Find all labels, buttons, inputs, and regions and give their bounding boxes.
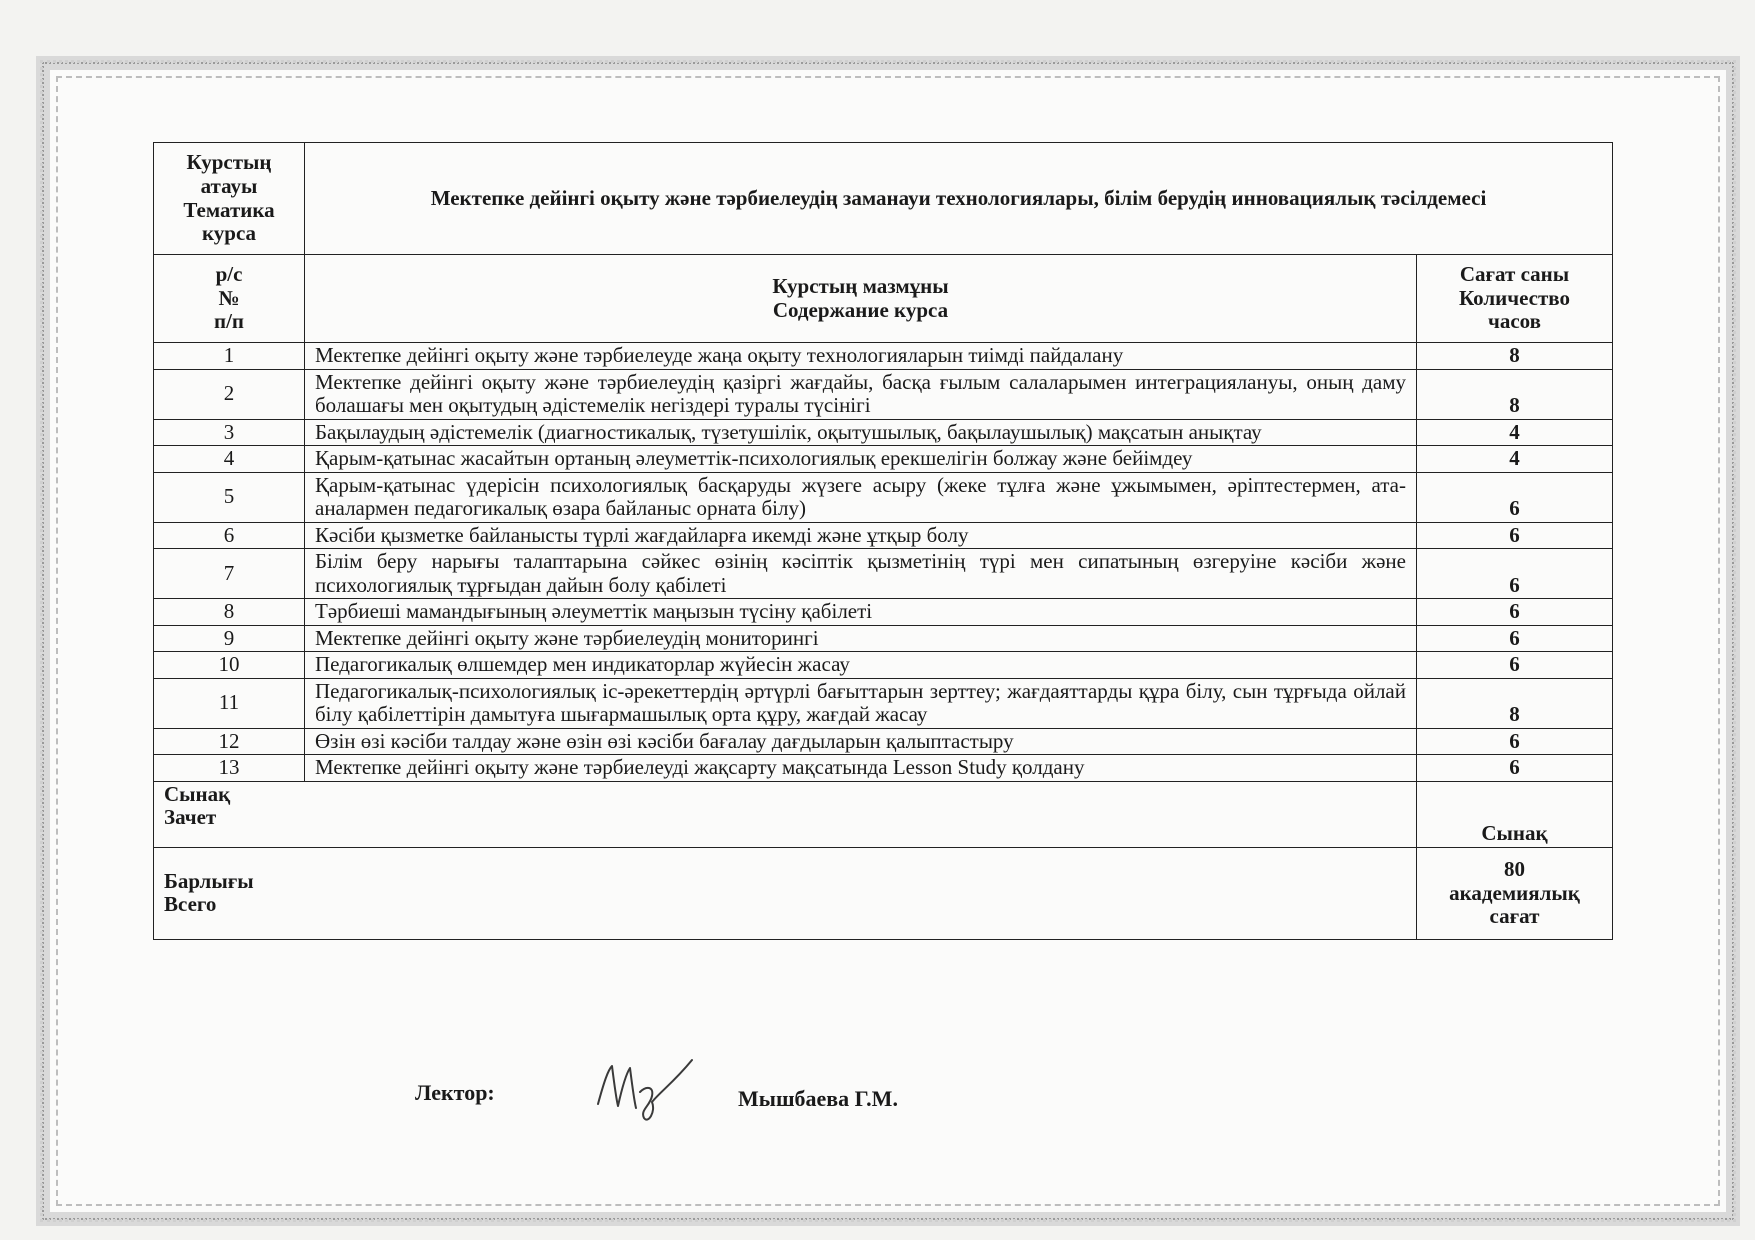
table-row bbox=[154, 625, 1613, 652]
table-row bbox=[154, 472, 1613, 522]
lector-label: Лектор: bbox=[415, 1080, 495, 1105]
table-row bbox=[154, 369, 1613, 419]
row-number: 2 bbox=[154, 369, 305, 419]
row-number: 12 bbox=[154, 728, 305, 755]
table-row bbox=[154, 419, 1613, 446]
row-number: 6 bbox=[154, 522, 305, 549]
row-hours: 8 bbox=[1417, 678, 1613, 728]
course-table bbox=[153, 142, 1613, 940]
row-topic: Қарым-қатынас үдерісін психологиялық басқаруды жүзеге асыру (жеке тұлға және ұжымымен, әріптестермен, ата-аналармен педагогикалық өзара байланыс орната білу) bbox=[305, 472, 1417, 522]
row-topic: Педагогикалық-психологиялық іс-әрекеттердің әртүрлі бағыттарын зерттеу; жағдаяттарды құра білу, сын тұрғыда ойлай білу қабілеттірін дамытуға шығармашылық орта құру, жағдай жасау bbox=[305, 678, 1417, 728]
row-hours: 6 bbox=[1417, 652, 1613, 679]
row-number: 10 bbox=[154, 652, 305, 679]
table-row bbox=[154, 549, 1613, 599]
row-topic: Кәсіби қызметке байланысты түрлі жағдайларға икемді және ұтқыр болу bbox=[305, 522, 1417, 549]
row-hours: 6 bbox=[1417, 522, 1613, 549]
total-label: Барлығы Всего bbox=[154, 847, 1417, 939]
num-column-header: р/с № п/п bbox=[154, 255, 305, 343]
row-hours: 8 bbox=[1417, 343, 1613, 370]
exam-value: Сынақ bbox=[1417, 781, 1613, 847]
row-hours: 6 bbox=[1417, 728, 1613, 755]
row-number: 5 bbox=[154, 472, 305, 522]
table-row bbox=[154, 652, 1613, 679]
row-number: 9 bbox=[154, 625, 305, 652]
row-topic: Мектепке дейінгі оқыту және тәрбиелеудің мониторингі bbox=[305, 625, 1417, 652]
row-topic: Мектепке дейінгі оқыту және тәрбиелеуді жақсарту мақсатында Lesson Study қолдану bbox=[305, 755, 1417, 782]
column-header-row bbox=[154, 255, 1613, 343]
row-number: 11 bbox=[154, 678, 305, 728]
total-value: 80 академиялық сағат bbox=[1417, 847, 1613, 939]
row-number: 13 bbox=[154, 755, 305, 782]
course-title-label: Курстың атауы Тематика курса bbox=[154, 143, 305, 255]
exam-label: Сынақ Зачет bbox=[154, 781, 1417, 847]
signature-block bbox=[0, 1072, 1755, 1132]
row-hours: 8 bbox=[1417, 369, 1613, 419]
row-hours: 6 bbox=[1417, 549, 1613, 599]
row-hours: 6 bbox=[1417, 755, 1613, 782]
row-topic: Бақылаудың әдістемелік (диагностикалық, түзетушілік, оқытушылық, бақылаушылық) мақсатын анықтау bbox=[305, 419, 1417, 446]
row-topic: Мектепке дейінгі оқыту және тәрбиелеудің қазіргі жағдайы, басқа ғылым салаларымен интеграциялануы, оның даму болашағы мен оқытудың әдістемелік негіздері туралы түсінігі bbox=[305, 369, 1417, 419]
row-number: 7 bbox=[154, 549, 305, 599]
row-number: 4 bbox=[154, 446, 305, 473]
row-hours: 4 bbox=[1417, 446, 1613, 473]
row-hours: 6 bbox=[1417, 599, 1613, 626]
row-topic: Мектепке дейінгі оқыту және тәрбиелеуде жаңа оқыту технологияларын тиімді пайдалану bbox=[305, 343, 1417, 370]
course-title: Мектепке дейінгі оқыту және тәрбиелеудің заманауи технологиялары, білім берудің инновациялық тәсілдемесі bbox=[305, 143, 1613, 255]
row-topic: Тәрбиеші мамандығының әлеуметтік маңызын түсіну қабілеті bbox=[305, 599, 1417, 626]
lector-name: Мышбаева Г.М. bbox=[738, 1086, 898, 1111]
row-hours: 6 bbox=[1417, 472, 1613, 522]
course-title-row bbox=[154, 143, 1613, 255]
table-row bbox=[154, 728, 1613, 755]
row-number: 1 bbox=[154, 343, 305, 370]
total-row bbox=[154, 847, 1613, 939]
hours-column-header: Сағат саны Количество часов bbox=[1417, 255, 1613, 343]
row-topic: Қарым-қатынас жасайтын ортаның әлеуметтік-психологиялық ерекшелігін болжау және бейімдеу bbox=[305, 446, 1417, 473]
table-row bbox=[154, 446, 1613, 473]
exam-row bbox=[154, 781, 1613, 847]
content-column-header: Курстың мазмұны Содержание курса bbox=[305, 255, 1417, 343]
row-topic: Білім беру нарығы талаптарына сәйкес өзінің кәсіптік қызметінің түрі мен сипатының өзгеруіне кәсіби және психологиялық тұрғыдан дайын болу қабілеті bbox=[305, 549, 1417, 599]
table-row bbox=[154, 522, 1613, 549]
table-row bbox=[154, 678, 1613, 728]
row-topic: Педагогикалық өлшемдер мен индикаторлар жүйесін жасау bbox=[305, 652, 1417, 679]
table-row bbox=[154, 599, 1613, 626]
handwritten-signature bbox=[590, 1052, 710, 1122]
table-row bbox=[154, 343, 1613, 370]
row-number: 3 bbox=[154, 419, 305, 446]
row-hours: 4 bbox=[1417, 419, 1613, 446]
row-hours: 6 bbox=[1417, 625, 1613, 652]
row-number: 8 bbox=[154, 599, 305, 626]
table-row bbox=[154, 755, 1613, 782]
row-topic: Өзін өзі кәсіби талдау және өзін өзі кәсіби бағалау дағдыларын қалыптастыру bbox=[305, 728, 1417, 755]
